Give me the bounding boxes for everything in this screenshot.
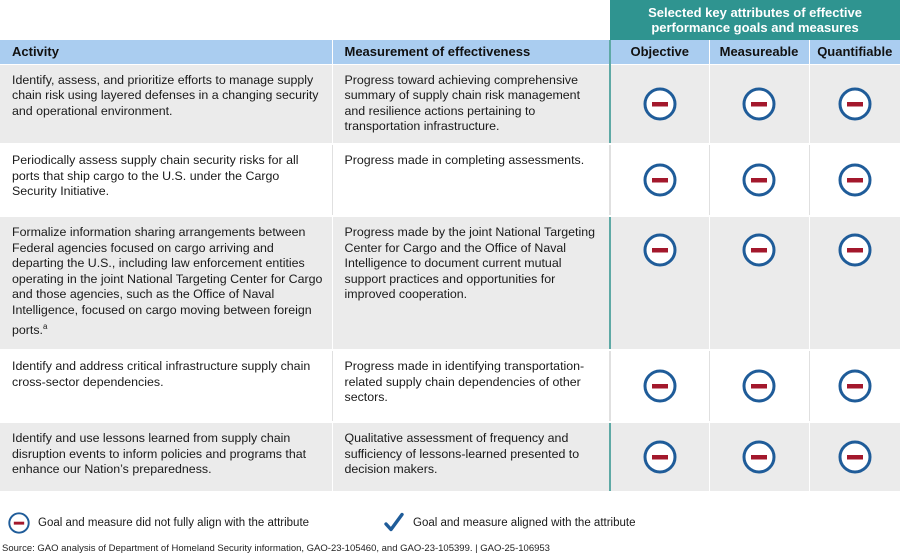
minus-circle-icon — [643, 233, 677, 267]
activity-cell: Identify, assess, and prioritize efforts to manage supply chain risk using layered defenses in a changing security and operational environment. — [0, 64, 332, 144]
table-row — [0, 64, 900, 144]
activity-cell: Identify and use lessons learned from supply chain disruption events to inform policies and programs that enhance our Nation’s preparedness. — [0, 422, 332, 492]
minus-circle-icon — [742, 440, 776, 474]
attributes-group-header: Selected key attributes of effective performance goals and measures — [610, 0, 900, 40]
activity-text: Formalize information sharing arrangements between Federal agencies focused on cargo arriving and departing the U.S., including law enforcement entities operating in the joint National Targeting Center for Cargo and those agencies, such as the Office of Naval Intelligence, focused on cargo moving between foreign ports. — [12, 225, 323, 337]
activity-cell: Periodically assess supply chain security risks for all ports that ship cargo to the U.S. under the Cargo Security Initiative. — [0, 144, 332, 216]
legend-item-aligned — [383, 512, 635, 534]
legend — [8, 512, 888, 536]
activity-cell — [0, 216, 332, 350]
measureable-cell — [709, 422, 809, 492]
objective-cell — [610, 64, 709, 144]
legend-item-not-aligned — [8, 512, 309, 534]
objective-cell — [610, 350, 709, 422]
table-row — [0, 216, 900, 350]
measurement-cell: Progress toward achieving comprehensive summary of supply chain risk management and resilience actions pertaining to transportation infrastructure. — [332, 64, 610, 144]
measureable-cell — [709, 144, 809, 216]
footnote-marker: a — [43, 321, 48, 331]
minus-circle-icon — [643, 369, 677, 403]
table-row — [0, 144, 900, 216]
table-row — [0, 350, 900, 422]
measureable-cell — [709, 216, 809, 350]
minus-circle-icon — [742, 369, 776, 403]
measurement-cell: Progress made by the joint National Targeting Center for Cargo and the Office of Naval Intelligence to document current mutual support practices and opportunities for improved cooperation. — [332, 216, 610, 350]
objective-cell — [610, 422, 709, 492]
measurement-cell: Progress made in identifying transportation-related supply chain dependencies of other sectors. — [332, 350, 610, 422]
minus-circle-icon — [643, 87, 677, 121]
minus-circle-icon — [838, 87, 872, 121]
goals-measures-table — [0, 40, 900, 493]
minus-circle-icon — [742, 163, 776, 197]
column-header-objective: Objective — [610, 40, 709, 64]
column-header-measurement: Measurement of effectiveness — [332, 40, 610, 64]
quantifiable-cell — [809, 422, 900, 492]
minus-circle-icon — [838, 233, 872, 267]
quantifiable-cell — [809, 144, 900, 216]
objective-cell — [610, 216, 709, 350]
legend-label-not-aligned: Goal and measure did not fully align with the attribute — [38, 517, 310, 529]
table-row — [0, 422, 900, 492]
minus-circle-icon — [838, 369, 872, 403]
measureable-cell — [709, 350, 809, 422]
minus-circle-icon — [8, 512, 30, 534]
quantifiable-cell — [809, 64, 900, 144]
measurement-cell: Qualitative assessment of frequency and sufficiency of lessons-learned presented to decision makers. — [332, 422, 610, 492]
measureable-cell — [709, 64, 809, 144]
column-header-activity: Activity — [0, 40, 332, 64]
minus-circle-icon — [643, 163, 677, 197]
quantifiable-cell — [809, 216, 900, 350]
legend-label-aligned: Goal and measure aligned with the attribute — [413, 517, 636, 529]
objective-cell — [610, 144, 709, 216]
source-note: Source: GAO analysis of Department of Homeland Security information, GAO-23-105460, and GAO-23-105399. | GAO-25-106953 — [2, 543, 550, 554]
quantifiable-cell — [809, 350, 900, 422]
minus-circle-icon — [742, 233, 776, 267]
minus-circle-icon — [838, 440, 872, 474]
column-header-measureable: Measureable — [709, 40, 809, 64]
minus-circle-icon — [643, 440, 677, 474]
minus-circle-icon — [838, 163, 872, 197]
table-header-row — [0, 40, 900, 64]
activity-cell: Identify and address critical infrastructure supply chain cross-sector dependencies. — [0, 350, 332, 422]
column-header-quantifiable: Quantifiable — [809, 40, 900, 64]
measurement-cell: Progress made in completing assessments. — [332, 144, 610, 216]
checkmark-icon — [383, 512, 405, 534]
minus-circle-icon — [742, 87, 776, 121]
